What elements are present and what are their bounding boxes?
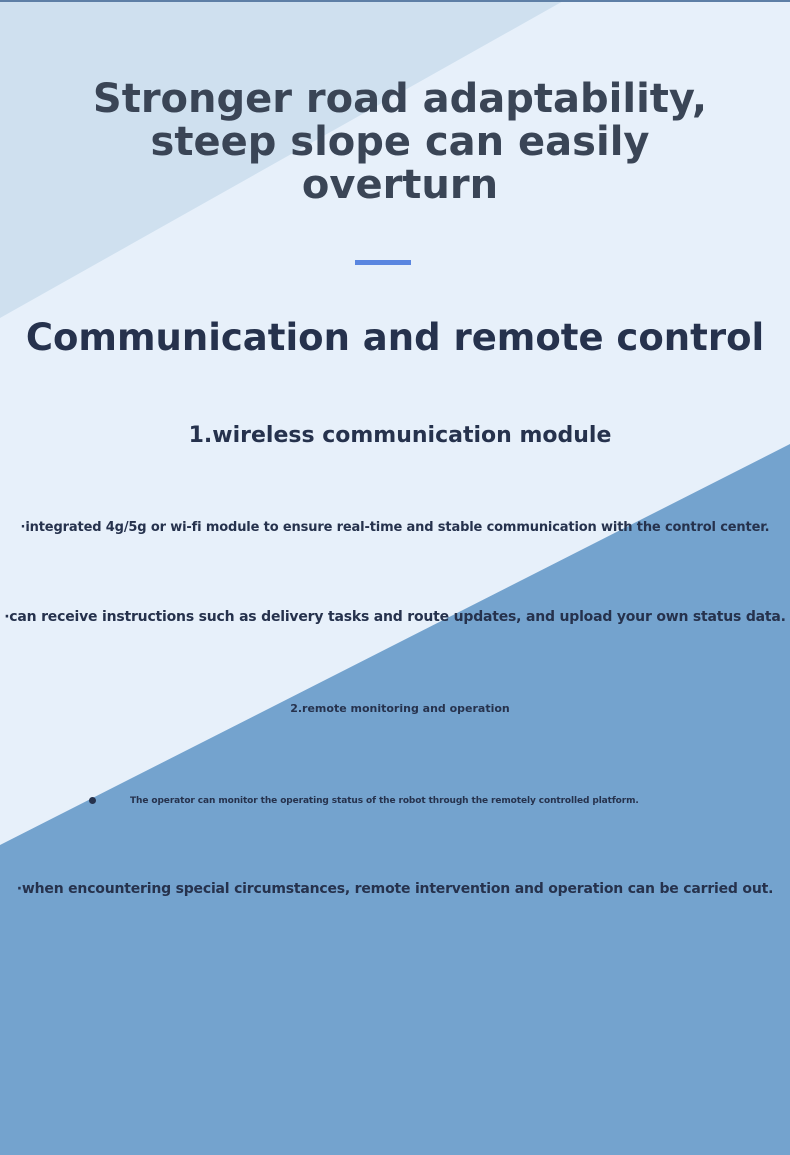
headline-line-2: steep slope can easily <box>150 119 650 165</box>
sub-heading-remote: 2.remote monitoring and operation <box>290 702 510 715</box>
headline <box>40 78 760 207</box>
sub-heading-wireless: 1.wireless communication module <box>188 423 612 448</box>
headline-line-1: Stronger road adaptability, <box>92 76 708 122</box>
wireless-point-1: ·integrated 4g/5g or wi-fi module to ensure real-time and stable communication with the control center. <box>20 520 770 535</box>
wireless-point-2: ·can receive instructions such as delivery tasks and route updates, and upload your own status data. <box>4 609 786 625</box>
remote-bullet-text: The operator can monitor the operating status of the robot through the remotely controlled platform. <box>130 796 639 806</box>
bullet-dot-icon <box>89 797 96 804</box>
remote-bullet-item <box>0 792 790 810</box>
accent-divider <box>355 260 411 265</box>
remote-point: ·when encountering special circumstances, remote intervention and operation can be carried out. <box>16 881 774 897</box>
section-title: Communication and remote control <box>25 316 765 359</box>
headline-line-3: overturn <box>301 162 499 208</box>
